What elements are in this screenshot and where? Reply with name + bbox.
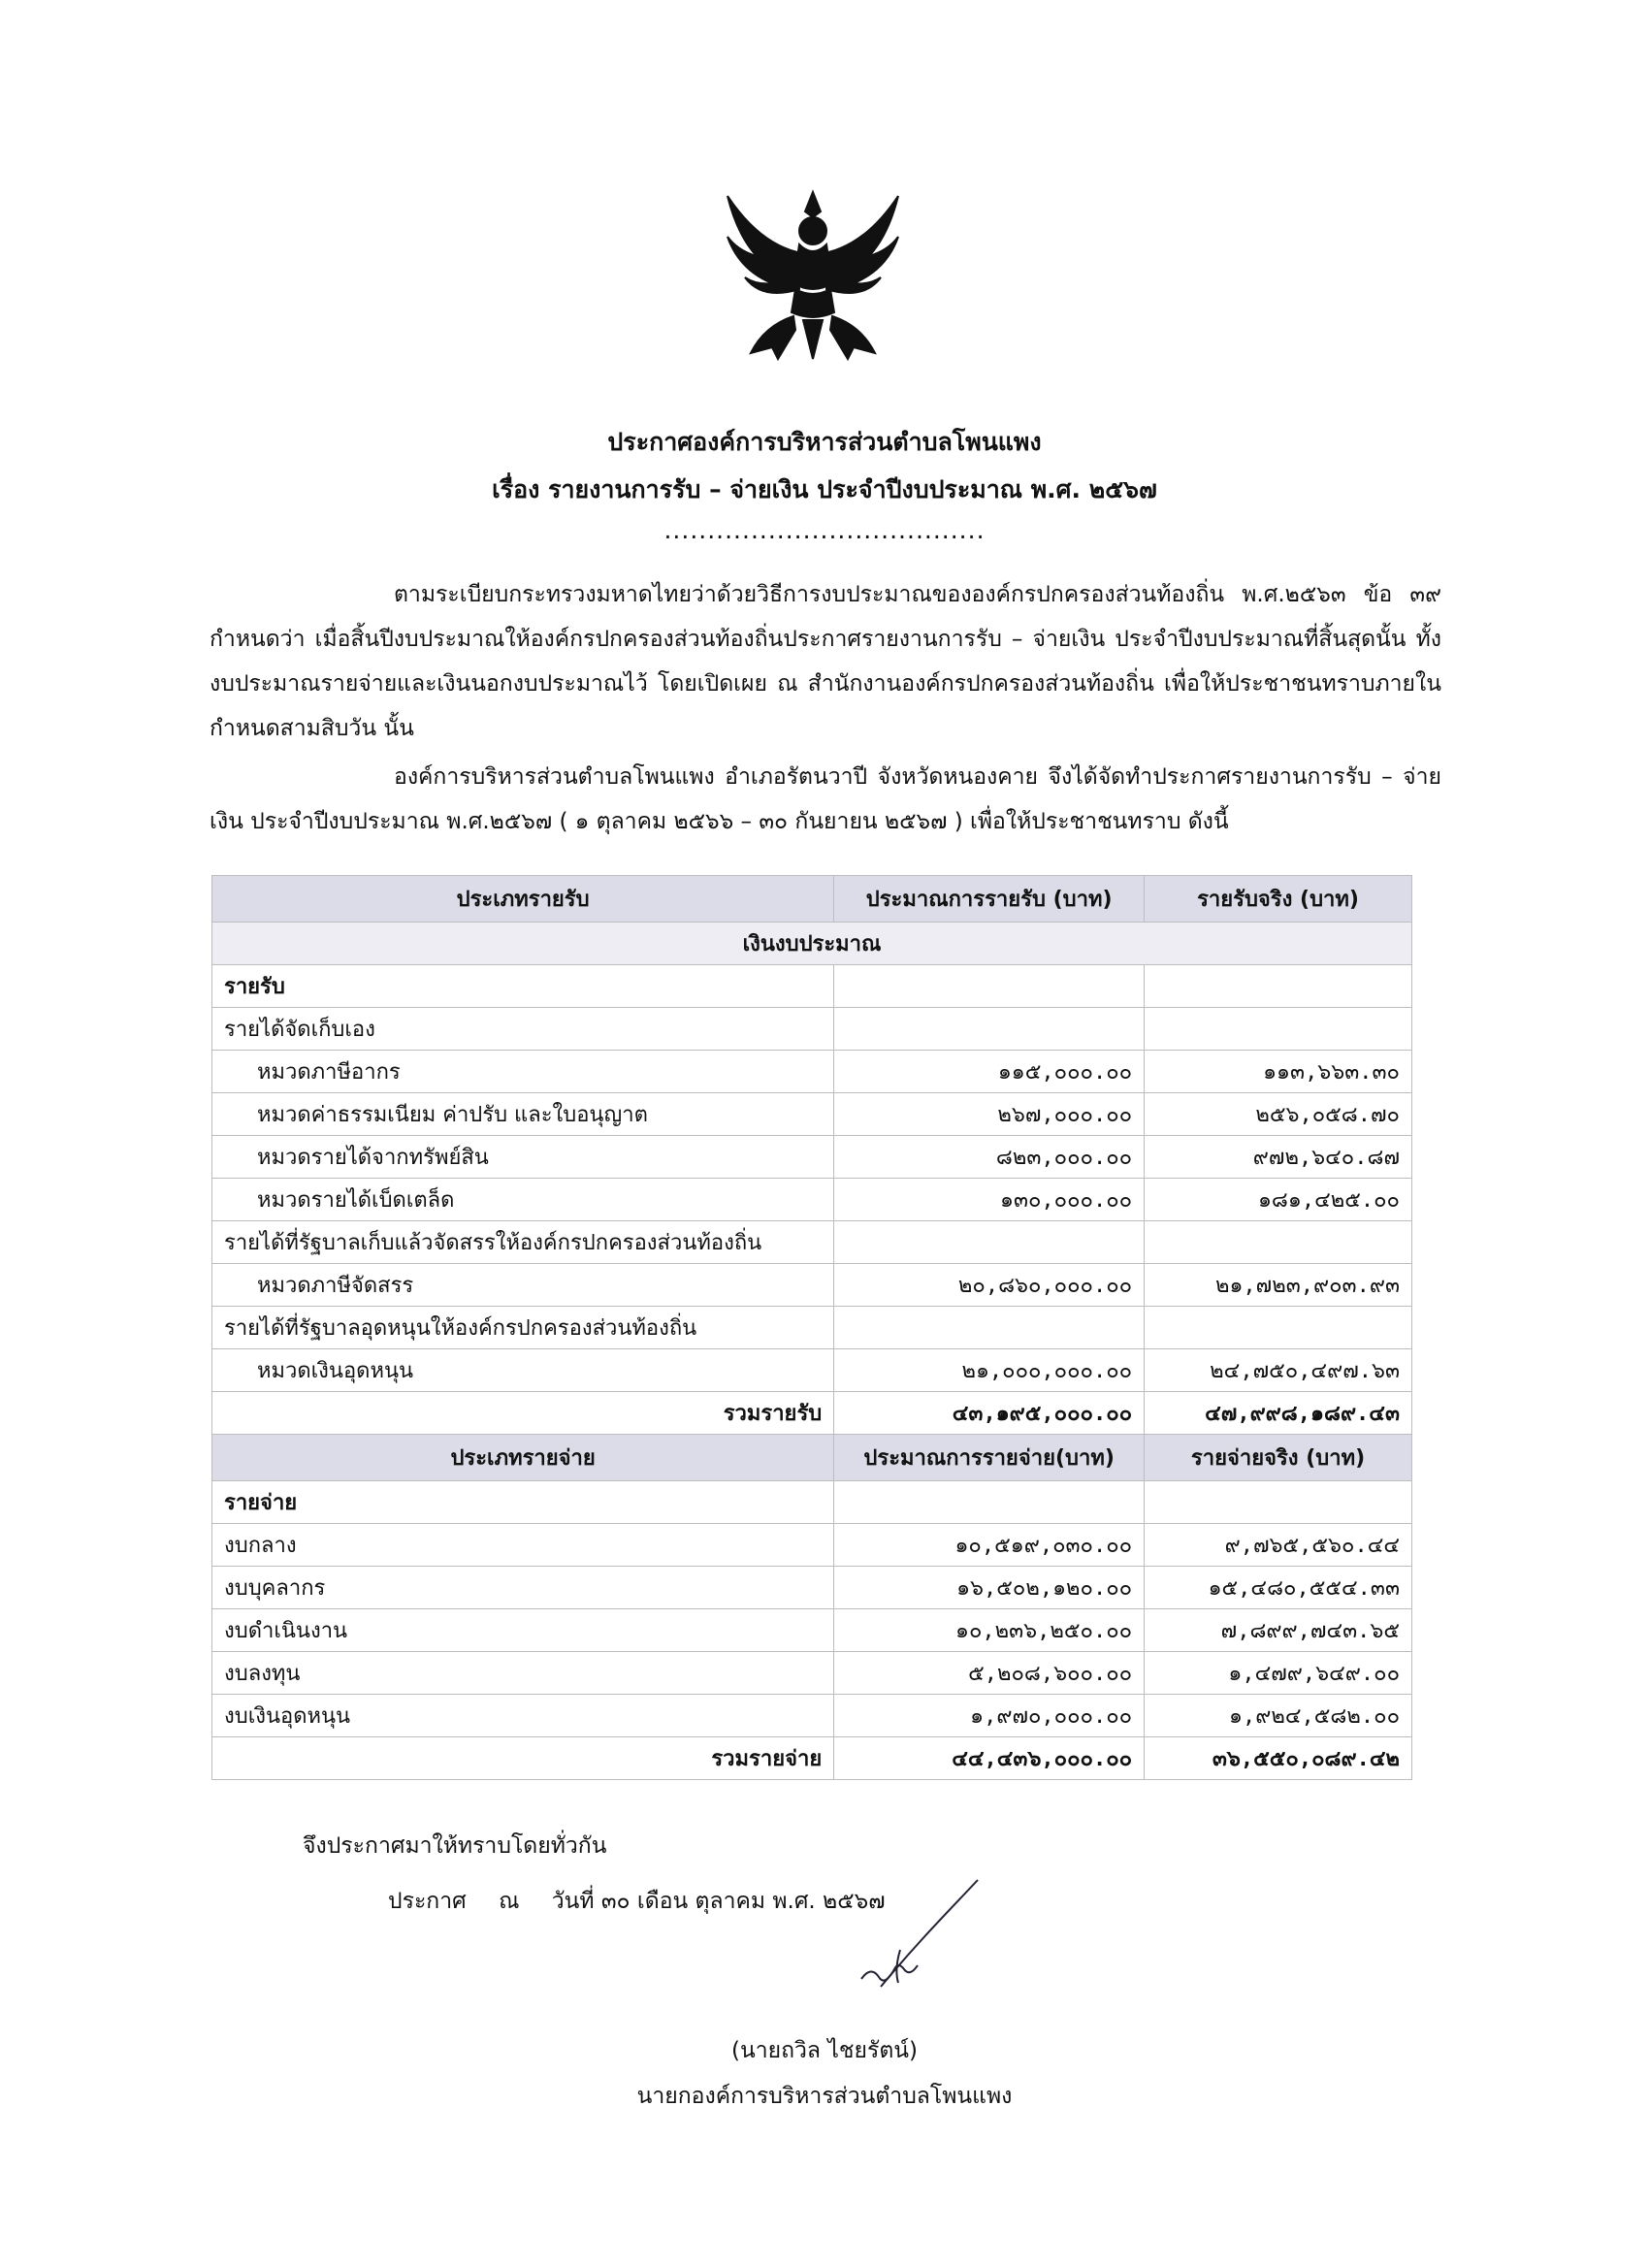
- table-row: [212, 1609, 1412, 1652]
- income-row-actual: ๒๔,๗๕๐,๔๙๗.๖๓: [1145, 1349, 1412, 1392]
- income-actual-header: รายรับจริง (บาท): [1145, 876, 1412, 923]
- divider: .....................................: [663, 516, 986, 544]
- income-type-header: ประเภทรายรับ: [212, 876, 834, 923]
- expense-row-label: งบดำเนินงาน: [212, 1609, 834, 1652]
- income-row-estimate: [834, 1008, 1145, 1051]
- closing-statement: จึงประกาศมาให้ทราบโดยทั่วกัน: [303, 1833, 607, 1859]
- income-row-label: หมวดเงินอุดหนุน: [212, 1349, 834, 1392]
- income-row-actual: ๙๗๒,๖๔๐.๘๗: [1145, 1136, 1412, 1179]
- expense-row-estimate: ๑๐,๕๑๙,๐๓๐.๐๐: [834, 1524, 1145, 1567]
- income-row-estimate: ๘๒๓,๐๐๐.๐๐: [834, 1136, 1145, 1179]
- income-label: รายรับ: [212, 965, 834, 1008]
- expense-row-actual: ๗,๘๙๙,๗๔๓.๖๕: [1145, 1609, 1412, 1652]
- table-row: [212, 1221, 1412, 1264]
- expense-row-label: งบบุคลากร: [212, 1567, 834, 1609]
- expense-row-label: งบเงินอุดหนุน: [212, 1695, 834, 1737]
- table-row: [212, 1136, 1412, 1179]
- expense-row-estimate: ๑,๙๗๐,๐๐๐.๐๐: [834, 1695, 1145, 1737]
- body-paragraph-1: ตามระเบียบกระทรวงมหาดไทยว่าด้วยวิธีการงบประมาณขององค์กรปกครองส่วนท้องถิ่น พ.ศ.๒๕๖๓ ข้อ ๓๙ กำหนดว่า เมื่อสิ้นปีงบประมาณให้องค์กรปกครองส่วนท้องถิ่นประกาศรายงานการรับ – จ่ายเงิน ประจำปีงบประมาณที่สิ้นสุดนั้น ทั้งงบประมาณรายจ่ายและเงินนอกงบประมาณไว้ โดยเปิดเผย ณ สำนักงานองค์กรปกครองส่วนท้องถิ่น เพื่อให้ประชาชนทราบภายในกำหนดสามสิบวัน นั้น: [210, 582, 1441, 741]
- expense-total-estimate: ๔๔,๔๓๖,๐๐๐.๐๐: [834, 1737, 1145, 1780]
- income-row-label: รายได้ที่รัฐบาลเก็บแล้วจัดสรรให้องค์กรปกครองส่วนท้องถิ่น: [212, 1221, 834, 1264]
- expense-row-actual: ๙,๗๖๕,๕๖๐.๔๔: [1145, 1524, 1412, 1567]
- section-row: [212, 923, 1412, 965]
- income-row-estimate: [834, 1221, 1145, 1264]
- expense-row-estimate: ๑๐,๒๓๖,๒๕๐.๐๐: [834, 1609, 1145, 1652]
- income-total-row: [212, 1392, 1412, 1435]
- garuda-emblem-icon: [716, 175, 910, 369]
- table-row: [212, 1008, 1412, 1051]
- income-row-label: หมวดภาษีจัดสรร: [212, 1264, 834, 1307]
- expense-label: รายจ่าย: [212, 1481, 834, 1524]
- expense-row-actual: ๑๕,๔๘๐,๕๕๔.๓๓: [1145, 1567, 1412, 1609]
- income-row-label: รายได้ที่รัฐบาลอุดหนุนให้องค์กรปกครองส่วนท้องถิ่น: [212, 1307, 834, 1349]
- income-row-actual: ๑๑๓,๖๖๓.๓๐: [1145, 1051, 1412, 1093]
- expense-row-actual: ๑,๙๒๔,๕๘๒.๐๐: [1145, 1695, 1412, 1737]
- table-row: [212, 1307, 1412, 1349]
- table-row: [212, 1652, 1412, 1695]
- income-total-label: รวมรายรับ: [212, 1392, 834, 1435]
- income-row-estimate: ๒๐,๘๖๐,๐๐๐.๐๐: [834, 1264, 1145, 1307]
- income-row-label: หมวดรายได้จากทรัพย์สิน: [212, 1136, 834, 1179]
- table-row: [212, 1051, 1412, 1093]
- budget-section-label: เงินงบประมาณ: [212, 923, 1412, 965]
- handwritten-signature: [842, 1872, 987, 1998]
- income-total-estimate: ๔๓,๑๙๕,๐๐๐.๐๐: [834, 1392, 1145, 1435]
- table-row: [212, 1695, 1412, 1737]
- expense-row-estimate: ๕,๒๐๘,๖๐๐.๐๐: [834, 1652, 1145, 1695]
- table-row: [212, 1349, 1412, 1392]
- table-row: [212, 1567, 1412, 1609]
- income-row-label: รายได้จัดเก็บเอง: [212, 1008, 834, 1051]
- income-row-actual: [1145, 1307, 1412, 1349]
- empty-cell: [1145, 1481, 1412, 1524]
- income-row-actual: ๒๕๖,๐๕๘.๗๐: [1145, 1093, 1412, 1136]
- table-row: [212, 1179, 1412, 1221]
- income-label-row: [212, 965, 1412, 1008]
- expense-row-actual: ๑,๔๗๙,๖๔๙.๐๐: [1145, 1652, 1412, 1695]
- income-row-estimate: ๑๑๕,๐๐๐.๐๐: [834, 1051, 1145, 1093]
- income-row-estimate: ๑๓๐,๐๐๐.๐๐: [834, 1179, 1145, 1221]
- date-text: วันที่ ๓๐ เดือน ตุลาคม พ.ศ. ๒๕๖๗: [551, 1889, 886, 1914]
- expense-total-label: รวมรายจ่าย: [212, 1737, 834, 1780]
- income-row-label: หมวดรายได้เบ็ดเตล็ด: [212, 1179, 834, 1221]
- income-row-actual: ๑๘๑,๔๒๕.๐๐: [1145, 1179, 1412, 1221]
- income-row-actual: ๒๑,๗๒๓,๙๐๓.๙๓: [1145, 1264, 1412, 1307]
- at-label: ณ: [499, 1889, 520, 1914]
- income-row-label: หมวดภาษีอากร: [212, 1051, 834, 1093]
- income-row-estimate: ๒๑,๐๐๐,๐๐๐.๐๐: [834, 1349, 1145, 1392]
- income-header-row: [212, 876, 1412, 923]
- expense-row-label: งบกลาง: [212, 1524, 834, 1567]
- body-paragraph-2: องค์การบริหารส่วนตำบลโพนแพง อำเภอรัตนวาปี จังหวัดหนองคาย จึงได้จัดทำประกาศรายงานการรับ – จ่ายเงิน ประจำปีงบประมาณ พ.ศ.๒๕๖๗ ( ๑ ตุลาคม ๒๕๖๖ – ๓๐ กันยายน ๒๕๖๗ ) เพื่อให้ประชาชนทราบ ดังนี้: [210, 764, 1441, 834]
- table-row: [212, 1264, 1412, 1307]
- signer-title: นายกองค์การบริหารส่วนตำบลโพนแพง: [636, 2084, 1013, 2109]
- signer-name: (นายถวิล ไชยรัตน์): [731, 2038, 918, 2063]
- empty-cell: [834, 1481, 1145, 1524]
- income-expense-table: [211, 875, 1412, 1780]
- expense-total-row: [212, 1737, 1412, 1780]
- empty-cell: [1145, 965, 1412, 1008]
- expense-header-row: [212, 1435, 1412, 1481]
- expense-total-actual: ๓๖,๕๕๐,๐๘๙.๔๒: [1145, 1737, 1412, 1780]
- income-row-actual: [1145, 1008, 1412, 1051]
- announce-label: ประกาศ: [388, 1889, 467, 1914]
- empty-cell: [834, 965, 1145, 1008]
- income-total-actual: ๔๗,๙๙๘,๑๘๙.๔๓: [1145, 1392, 1412, 1435]
- expense-label-row: [212, 1481, 1412, 1524]
- expense-row-label: งบลงทุน: [212, 1652, 834, 1695]
- announcement-date-line: [388, 1884, 911, 1919]
- expense-estimate-header: ประมาณการรายจ่าย(บาท): [834, 1435, 1145, 1481]
- table-row: [212, 1093, 1412, 1136]
- expense-actual-header: รายจ่ายจริง (บาท): [1145, 1435, 1412, 1481]
- income-estimate-header: ประมาณการรายรับ (บาท): [834, 876, 1145, 923]
- announcement-title: ประกาศองค์การบริหารส่วนตำบลโพนแพง: [607, 428, 1042, 456]
- expense-row-estimate: ๑๖,๕๐๒,๑๒๐.๐๐: [834, 1567, 1145, 1609]
- income-row-actual: [1145, 1221, 1412, 1264]
- announcement-subject: เรื่อง รายงานการรับ – จ่ายเงิน ประจำปีงบประมาณ พ.ศ. ๒๕๖๗: [492, 475, 1157, 503]
- income-row-estimate: ๒๖๗,๐๐๐.๐๐: [834, 1093, 1145, 1136]
- expense-type-header: ประเภทรายจ่าย: [212, 1435, 834, 1481]
- income-row-estimate: [834, 1307, 1145, 1349]
- income-row-label: หมวดค่าธรรมเนียม ค่าปรับ และใบอนุญาต: [212, 1093, 834, 1136]
- table-row: [212, 1524, 1412, 1567]
